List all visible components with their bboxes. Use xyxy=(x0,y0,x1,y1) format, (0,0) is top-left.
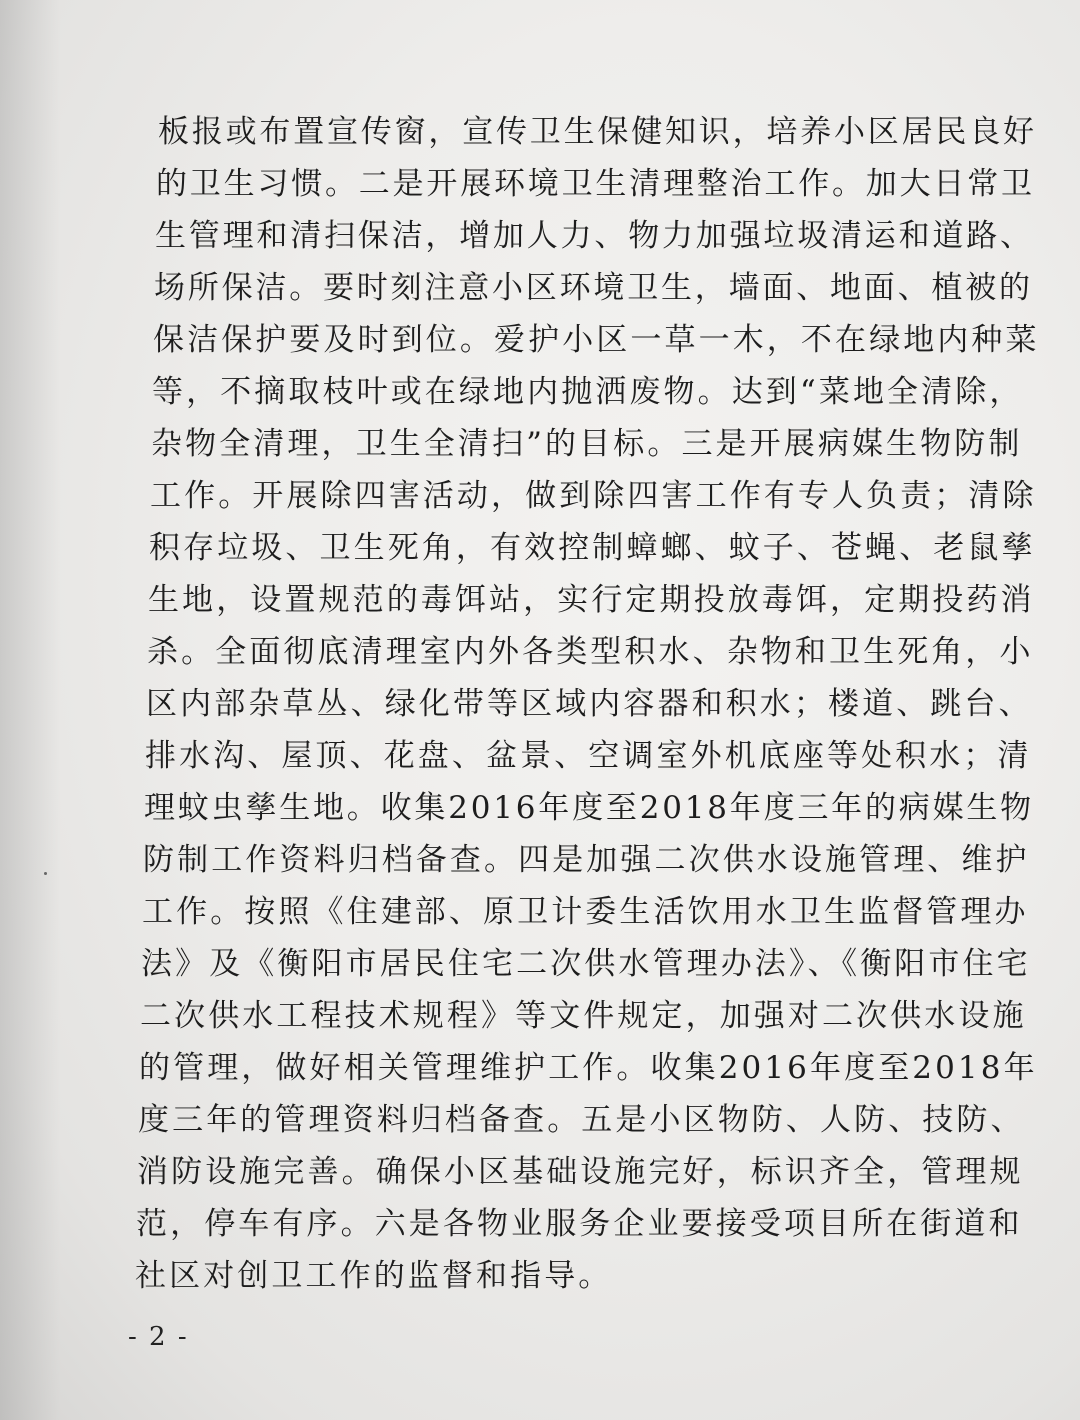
text-line: 保洁保护要及时到位。爱护小区一草一木，不在绿地内种菜 xyxy=(153,322,1040,358)
text-line: 排水沟、屋顶、花盘、盆景、空调室外机底座等处积水；清 xyxy=(145,738,1032,774)
text-line: 板报或布置宣传窗，宣传卫生保健知识，培养小区居民良好 xyxy=(158,114,1037,150)
text-line: 生管理和清扫保洁，增加人力、物力加强垃圾清运和道路、 xyxy=(155,218,1034,254)
page-number: - 2 - xyxy=(128,1322,189,1352)
text-line: 工作。开展除四害活动，做到除四害工作有专人负责；清除 xyxy=(150,478,1037,514)
text-line: 积存垃圾、卫生死角，有效控制蟑螂、蚊子、苍蝇、老鼠孳 xyxy=(149,530,1036,566)
text-line: 杀。全面彻底清理室内外各类型积水、杂物和卫生死角，小 xyxy=(147,634,1034,670)
text-line: 理蚊虫孳生地。收集2016年度至2018年度三年的病媒生物 xyxy=(144,790,1034,826)
text-line: 法》及《衡阳市居民住宅二次供水管理办法》、《衡阳市住宅 xyxy=(141,946,1031,982)
text-line: 等，不摘取枝叶或在绿地内抛洒废物。达到“菜地全清除， xyxy=(152,374,1024,410)
text-line: 消防设施完善。确保小区基础设施完好，标识齐全，管理规 xyxy=(137,1154,1024,1190)
text-line: 场所保洁。要时刻注意小区环境卫生，墙面、地面、植被的 xyxy=(154,270,1033,306)
text-line: 社区对创卫工作的监督和指导。 xyxy=(135,1258,613,1294)
text-line: 防制工作资料归档备查。四是加强二次供水设施管理、维护 xyxy=(143,842,1030,878)
text-line: 的管理，做好相关管理维护工作。收集2016年度至2018年 xyxy=(139,1050,1038,1086)
text-line: 度三年的管理资料归档备查。五是小区物防、人防、技防、 xyxy=(138,1102,1025,1138)
text-line: 杂物全清理，卫生全清扫”的目标。三是开展病媒生物防制 xyxy=(151,426,1023,462)
text-line: 区内部杂草丛、绿化带等区域内容器和积水；楼道、跳台、 xyxy=(146,686,1033,722)
text-line: 工作。按照《住建部、原卫计委生活饮用水卫生监督管理办 xyxy=(142,894,1029,930)
text-line: 范，停车有序。六是各物业服务企业要接受项目所在街道和 xyxy=(136,1206,1023,1242)
text-line: 生地，设置规范的毒饵站，实行定期投放毒饵，定期投药消 xyxy=(148,582,1035,618)
text-line: 二次供水工程技术规程》等文件规定，加强对二次供水设施 xyxy=(140,998,1027,1034)
text-line: 的卫生习惯。二是开展环境卫生清理整治工作。加大日常卫 xyxy=(156,166,1035,202)
